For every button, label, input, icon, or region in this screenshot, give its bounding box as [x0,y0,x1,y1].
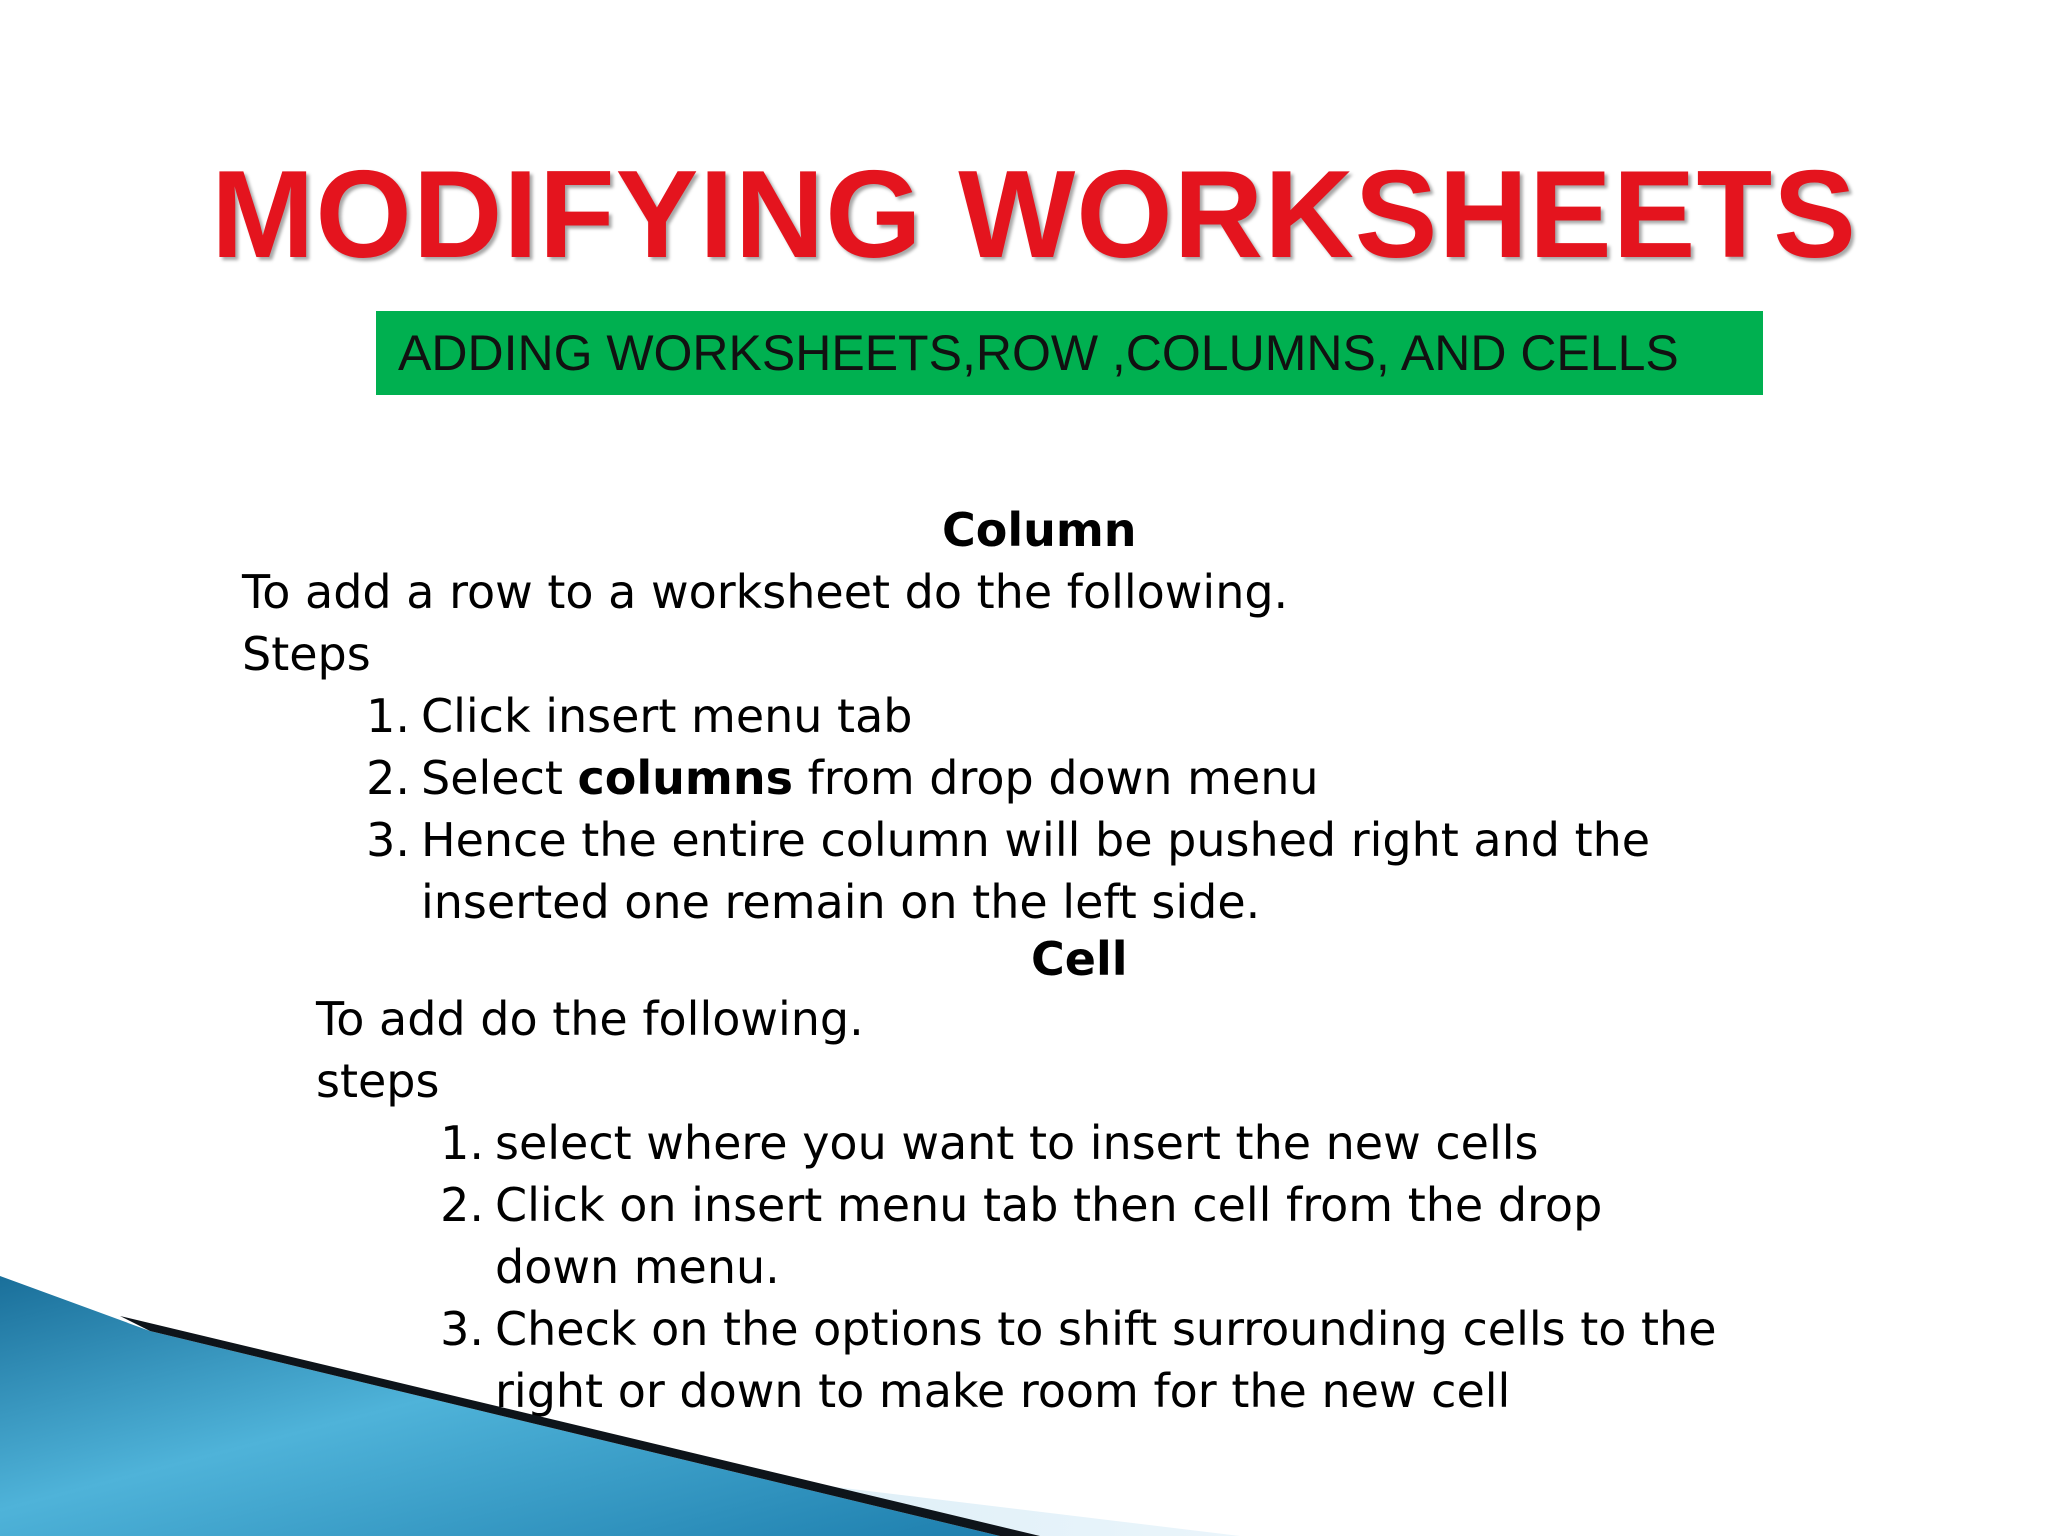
column-steps-label: Steps [242,627,371,681]
step-text: Check on the options to shift surrounding cells to the [495,1302,1717,1356]
step-number: 2. [440,1178,484,1232]
cell-intro: To add do the following. [316,992,864,1046]
column-intro: To add a row to a worksheet do the following. [242,565,1289,619]
cell-step-3-cont: right or down to make room for the new cell [495,1364,1511,1418]
step-number: 3. [366,813,410,867]
step-number: 2. [366,751,410,805]
step-text: Hence the entire column will be pushed right and the [421,813,1651,867]
slide-title: MODIFYING WORKSHEETS [211,146,1857,284]
step-number: 3. [440,1302,484,1356]
step-text: Click insert menu tab [421,689,913,743]
step-text: Select columns from drop down menu [421,751,1319,805]
step-number: 1. [440,1116,484,1170]
cell-steps-label: steps [316,1054,440,1108]
decorative-swoosh [0,1276,1240,1536]
column-step-3-cont: inserted one remain on the left side. [421,875,1261,929]
cell-heading: Cell [1031,932,1128,986]
step-bold-keyword: columns [577,751,793,805]
column-heading: Column [942,503,1137,557]
subtitle-banner [376,311,1763,395]
step-text: Click on insert menu tab then cell from the drop [495,1178,1603,1232]
step-text: select where you want to insert the new cells [495,1116,1539,1170]
subtitle-text: ADDING WORKSHEETS,ROW ,COLUMNS, AND CELLS [398,325,1679,381]
step-number: 1. [366,689,410,743]
cell-step-2-cont: down menu. [495,1240,780,1294]
